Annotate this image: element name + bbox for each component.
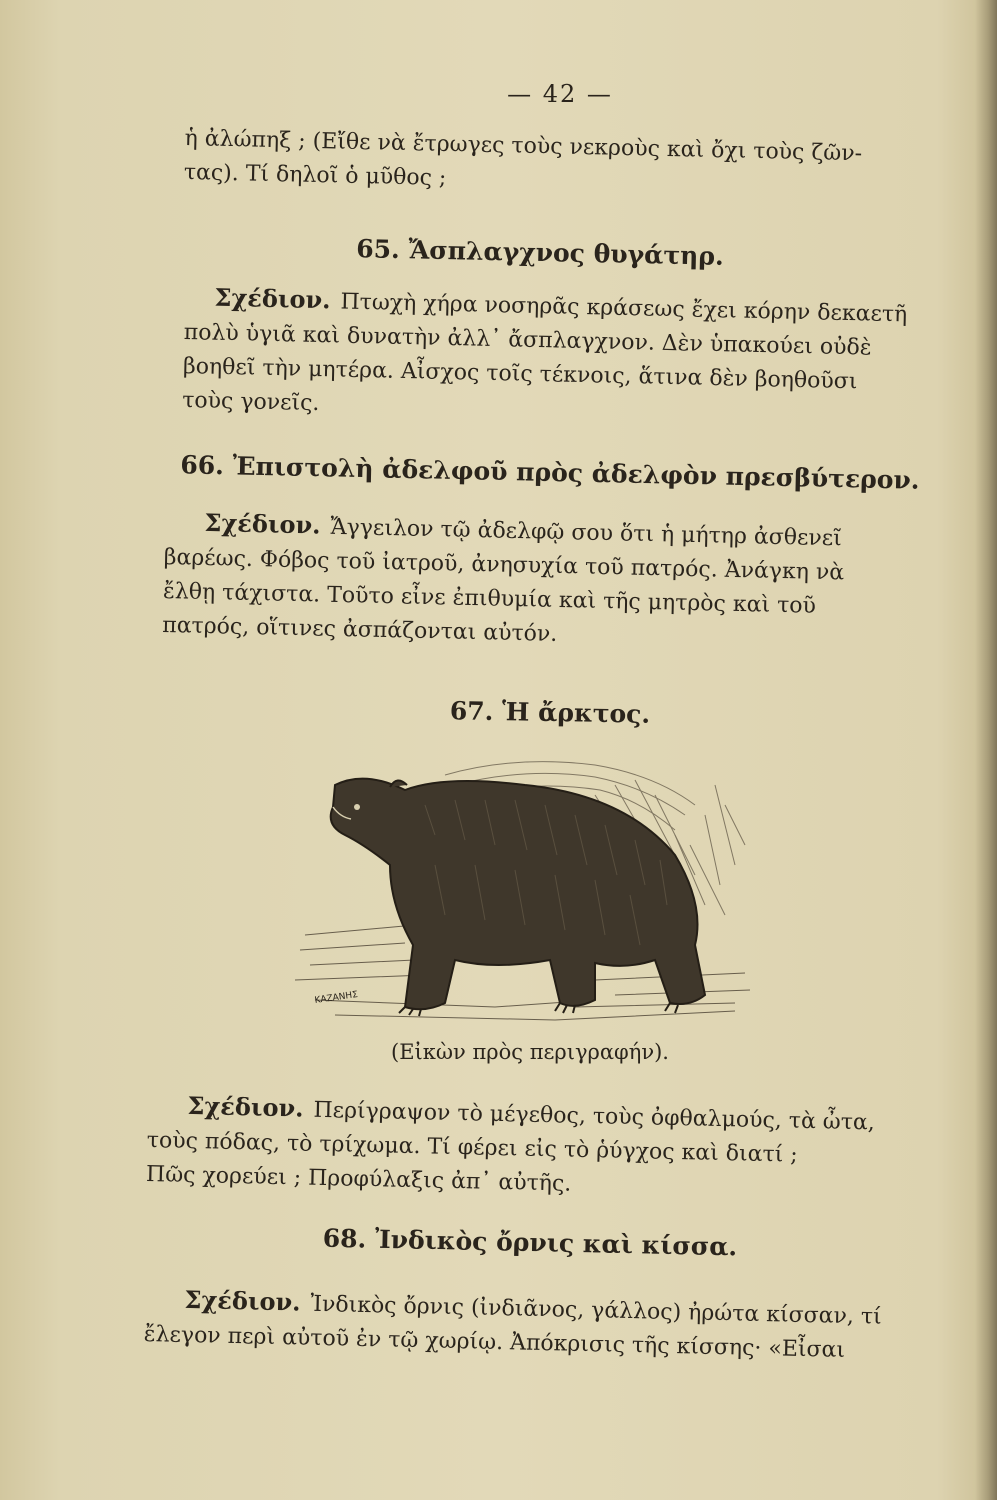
text-line: τας). Τί δηλοῖ ὁ μῦθος ; — [183, 159, 447, 191]
page-gutter-shadow — [975, 0, 997, 1500]
plan-label: Σχέδιον. — [184, 1284, 301, 1317]
plan-label: Σχέδιον. — [204, 507, 321, 540]
text-line: Πῶς χορεύει ; Προφύλαξις ἀπ᾽ αὐτῆς. — [145, 1161, 572, 1197]
section-65-paragraph — [182, 280, 930, 435]
text-line: τοὺς πόδας, τὸ τρίχωμα. Τί φέρει εἰς τὸ ῥύγχος καὶ διατί ; — [146, 1127, 798, 1168]
continuation-paragraph — [183, 122, 929, 207]
page-number: — 42 — — [507, 80, 613, 108]
plan-label: Σχέδιον. — [187, 1090, 304, 1123]
text-line: πολὺ ὑγιᾶ καὶ δυνατὴν ἀλλ᾽ ἄσπλαγχνον. Δὲν ὑπακούει οὐδὲ — [183, 319, 872, 361]
engraver-signature: ΚΑΖΑΝΗΣ — [314, 990, 359, 1006]
text-line: βοηθεῖ τὴν μητέρα. Αἶσχος τοῖς τέκνοις, ἅτινα δὲν βοηθοῦσι — [182, 353, 858, 395]
text-line: τοὺς γονεῖς. — [181, 387, 320, 417]
section-heading-67: 67. Ἡ ἄρκτος. — [449, 696, 651, 729]
section-heading-68: 68. Ἰνδικὸς ὄρνις καὶ κίσσα. — [322, 1223, 738, 1262]
plan-label: Σχέδιον. — [214, 282, 331, 315]
text-line-content: Ἰνδικὸς ὄρνις (ἰνδιᾶνος, γάλλος) ἠρώτα κίσσαν, τί — [310, 1291, 882, 1330]
figure-caption: (Εἰκὼν πρὸς περιγραφήν). — [391, 1040, 669, 1064]
section-66-paragraph — [162, 505, 925, 660]
section-67-paragraph — [146, 1088, 908, 1209]
text-line-content: Ἄγγειλον τῷ ἀδελφῷ σου ὅτι ἡ μήτηρ ἀσθενεῖ — [330, 514, 843, 552]
text-line: ἡ ἀλώπηξ ; (Εἴθε νὰ ἔτρωγες τοὺς νεκροὺς καὶ ὄχι τοὺς ζῶν- — [184, 125, 863, 167]
section-heading-66: 66. Ἐπιστολὴ ἀδελφοῦ πρὸς ἀδελφὸν πρεσβύτερον. — [180, 450, 920, 495]
bear-engraving — [295, 745, 755, 1035]
text-line: βαρέως. Φόβος τοῦ ἰατροῦ, ἀνησυχία τοῦ πατρός. Ἀνάγκη νὰ — [163, 544, 845, 586]
text-line: πατρός, οἵτινες ἀσπάζονται αὐτόν. — [161, 612, 558, 647]
section-68-paragraph — [143, 1282, 904, 1369]
text-line-content: Περίγραψον τὸ μέγεθος, τοὺς ὀφθαλμούς, τὰ ὦτα, — [313, 1097, 876, 1136]
text-line: ἔλθῃ τάχιστα. Τοῦτο εἶνε ἐπιθυμία καὶ τῆς μητρὸς καὶ τοῦ — [162, 578, 817, 619]
text-line: ἔλεγον περὶ αὐτοῦ ἐν τῷ χωρίῳ. Ἀπόκρισις τῆς κίσσης· «Εἶσαι — [143, 1321, 846, 1363]
text-line-content: Πτωχὴ χήρα νοσηρᾶς κράσεως ἔχει κόρην δεκαετῆ — [340, 289, 908, 328]
section-heading-65: 65. Ἄσπλαγχνος θυγάτηρ. — [356, 234, 724, 271]
